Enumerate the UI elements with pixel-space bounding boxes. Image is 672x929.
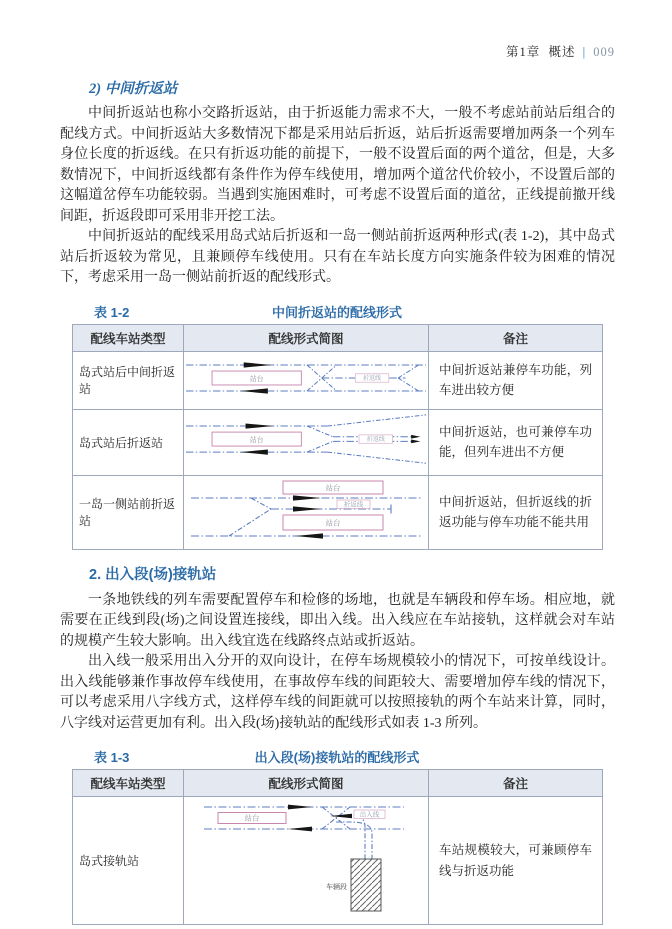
station-type: 一岛一侧站前折返站 [73, 475, 184, 549]
table-row [73, 797, 603, 925]
station-note: 中间折返站，但折返线的折返功能与停车功能不能共用 [429, 475, 603, 549]
table13-col-type: 配线车站类型 [73, 770, 184, 797]
running-header [60, 42, 615, 60]
track-diagram-icon [191, 478, 421, 542]
station-type: 岛式站后折返站 [73, 409, 184, 475]
paragraph-4: 出入线一般采用出入分开的双向设计，在停车场规模较小的情况下，可按单线设计。出入线能够兼作事故停车线使用，在事故停车线的间距较大、需要增加停车线的情况下，可以考虑采用八字线方式，这样停车线的间距就可以按照接轨的两个车站来计算，同时，八字线对运营更加有利。出入段(场)接轨站的配线形式如表 1-3 所列。 [60, 654, 615, 731]
track-diagram-icon [204, 799, 409, 917]
paragraph-2: 中间折返站的配线采用岛式站后折返和一岛一侧站前折返两种形式(表 1-2)，其中岛式站后折返较为常见，且兼顾停车线使用。只有在车站长度方向实施条件较为困难的情况下，考虑采用一岛一侧站前折返的配线形式。 [60, 229, 615, 285]
platform-label: 站台 [325, 518, 341, 527]
table12-col-type: 配线车站类型 [73, 324, 184, 351]
paragraph-3: 一条地铁线的列车需要配置停车和检修的场地，也就是车辆段和停车场。相应地，就需要在正线到段(场)之间设置连接线，即出入线。出入线应在车站接轨，这样就会对车站的规模产生较大影响。出入线宜选在线路终点站或折返站。 [60, 592, 615, 649]
header-divider: | [582, 45, 587, 59]
chapter-label: 第1章 [505, 45, 541, 59]
heading-mid-turnback-station: 2) 中间折返站 [89, 81, 178, 97]
table12-header-row [73, 324, 603, 351]
diagram-island-rear-turnback [184, 409, 429, 475]
track-diagram-icon [186, 354, 426, 402]
table13-title: 出入段(场)接轨站的配线形式 [254, 750, 420, 765]
depot-label: 车辆段 [325, 884, 347, 891]
page-number: 009 [593, 45, 615, 59]
paragraph-1: 中间折返站也称小交路折返站，由于折返能力需求不大，一般不考虑站前站后组合的配线方式。中间折返站大多数情况下都是采用站后折返，站后折返需要增加两条一个列车身位长度的折返线。在只有折返功能的前提下，一般不设置后面的两个道岔，但是，大多数情况下，中间折返线都有条件作为停车线使用，增加两个道岔代价较小，不设置后部的这幅道岔停车功能较弱。当遇到实施困难时，可考虑不设置后面的道岔，正线提前撤开线间距，折返段即可采用非开挖工法。 [60, 106, 615, 224]
entry-exit-line-label: 出入线 [359, 811, 379, 819]
platform-label: 站台 [249, 436, 264, 444]
table13-col-note: 备注 [429, 770, 603, 797]
turnback-line-label: 折返线 [362, 375, 382, 382]
station-note: 中间折返站兼停车功能，列车进出较方便 [429, 351, 603, 409]
table12-title: 中间折返站的配线形式 [271, 304, 402, 320]
heading-depot-connect-station: 2. 出入段(场)接轨站 [89, 566, 217, 583]
table13-caption [72, 747, 602, 764]
diagram-island-mid-turnback [184, 351, 429, 409]
station-type: 岛式站后中间折返站 [73, 351, 184, 409]
station-note: 中间折返站，也可兼停车功能，但列车进出不方便 [429, 409, 603, 475]
section-label: 概述 [548, 45, 576, 59]
table-mid-turnback-configs [72, 324, 603, 550]
platform-label: 站台 [325, 482, 341, 492]
turnback-line-label: 折返线 [343, 500, 364, 508]
table-row [73, 351, 603, 409]
turnback-line-label: 折返线 [366, 436, 385, 443]
table12-caption [72, 302, 602, 319]
table-row [73, 475, 603, 549]
table12-label: 表 1-2 [94, 304, 130, 320]
table13-col-diagram: 配线形式简图 [184, 770, 429, 797]
table12-col-diagram: 配线形式简图 [184, 324, 429, 351]
track-diagram-icon [186, 412, 426, 468]
station-note: 车站规模较大，可兼顾停车线与折返功能 [429, 797, 603, 925]
table13-label: 表 1-3 [94, 750, 130, 765]
table-row [73, 409, 603, 475]
table13-header-row [73, 770, 603, 797]
station-type: 岛式接轨站 [73, 797, 184, 925]
platform-label: 站台 [249, 375, 264, 383]
table-depot-connect-configs [72, 769, 603, 925]
diagram-island-depot-connect [184, 797, 429, 925]
diagram-island-side-front-turnback [184, 475, 429, 549]
platform-label: 站台 [244, 813, 259, 823]
table12-col-note: 备注 [429, 324, 603, 351]
